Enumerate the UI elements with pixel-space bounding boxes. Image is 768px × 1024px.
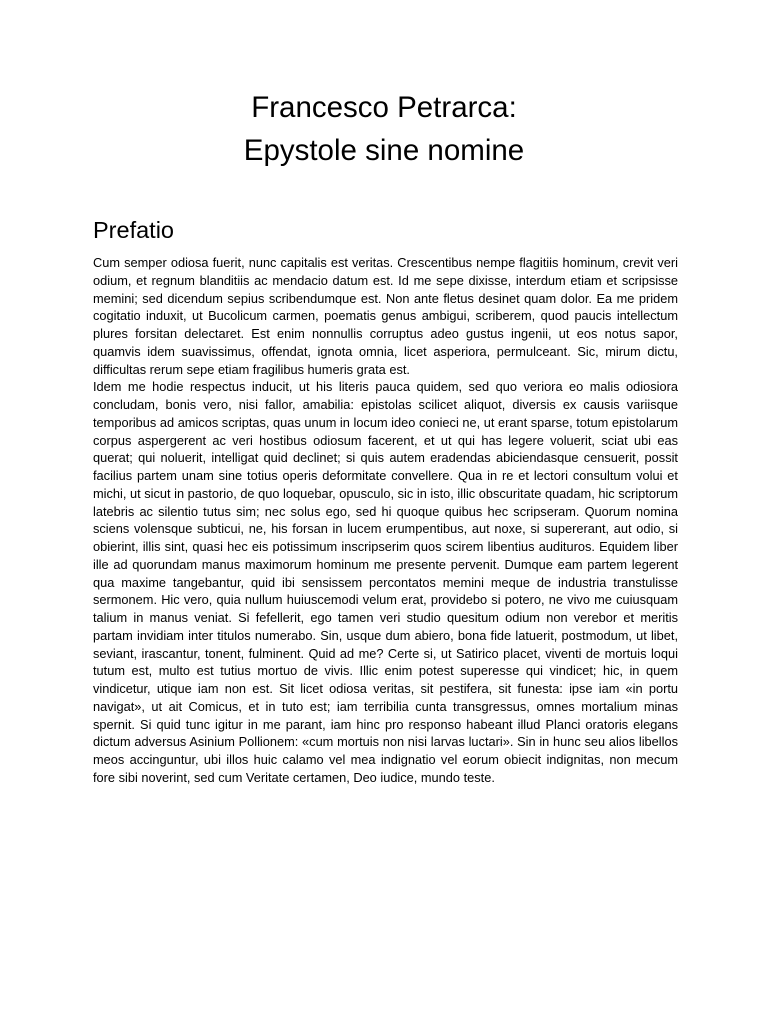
paragraph-2: Idem me hodie respectus inducit, ut his literis pauca quidem, sed quo veriora eo malis odiosiora concludam, bonis vero, nisi fallor, amabilia: epistolas scilicet aliquot, diversis ex causis variisque temporibus ad amicos scriptas, quas unum in locum ideo conieci ne, ut erant sparse, totum epistolarum corpus aspergerent ac veri hostibus odiosum facerent, et ut qui has legere voluerit, sciat ubi eas querat; qui noluerit, intelligat quid declinet; si quis autem eradendas abiciendasque censuerit, possit facilius partem unam sine totius operis deformitate convellere. Qua in re et lectori consultum volui et michi, ut sicut in pastorio, de quo loquebar, opusculo, sic in isto, illic obscuritate quadam, hic scriptorum latebris ac silentio tutus sim; nec solus ego, sed hi quoque quibus hec scripseram. Quorum nomina sciens volensque subticui, ne, his forsan in lucem erumpentibus, aut noxe, si supererant, aut odio, si obierint, illis sint, quasi hec eis potissimum inscripserim quos scirem libentius audituros. Equidem liber ille ad quorundam manus maximorum hominum me presente pervenit. Dumque eam partem legerent qua maxime tangebantur, quid ibi sensissem percontatos memini meque de industria transtulisse sermonem. Hic vero, quia nullum huiuscemodi velum erat, providebo si potero, ne vivo me cuiusquam talium in manus veniat. Si fefellerit, ego tamen veri studio quesitum odium non verebor et meritis partam invidiam inter titulos numerabo. Sin, usque dum abiero, bona fide latuerit, postmodum, ut libet, seviant, irascantur, tonent, fulminent. Quid ad me? Certe si, ut Satirico placet, viventi de mortuis loqui tutum est, multo est tutius mortuo de vivis. Illic enim potest superesse qui vindicet; hic, in quem vindicetur, utique iam non est. Sit licet odiosa veritas, sit pestifera, sit funesta: ipse iam «in portu navigat», ut ait Comicus, et in tuto est; iam terribilia cunta transgressus, omnes mortalium minas spernit. Si quid tunc igitur in me parant, iam hinc pro responso habeant illud Planci oratoris elegans dictum adversus Asinium Pollionem: «cum mortuis non nisi larvas luctari». Sin in hunc seu alios libellos meos accinguntur, ubi illos huic calamo vel mea indignatio vel eorum obiecit indignitas, non mecum fore sibi noverint, sed cum Veritate certamen, Deo iudice, mundo teste.: [93, 379, 678, 785]
paragraph-1: Cum semper odiosa fuerit, nunc capitalis est veritas. Crescentibus nempe flagitiis hominum, crevit veri odium, et regnum blanditiis ac mendacio datum est. Id me sepe dixisse, interdum etiam et scripsisse memini; sed dicendum sepius scribendumque est. Non ante fletus desinet quam dolor. Ea me pridem cogitatio induxit, ut Bucolicum carmen, poematis genus ambigui, scriberem, quod paucis intellectum plures forsitan delectaret. Est enim nonnullis corruptus adeo gustus ingenii, ut eos notus sapor, quamvis idem suavissimus, offendat, ignota omnia, licet asperiora, permulceant. Sic, mirum dictu, difficultas rerum sepe etiam fragilibus humeris grata est.: [93, 255, 678, 377]
document-title: [0, 86, 768, 172]
body-text: [93, 254, 678, 787]
title-work: Epystole sine nomine: [243, 134, 525, 167]
section-heading: Prefatio: [93, 217, 174, 243]
title-author: Francesco Petrarca:: [251, 91, 517, 124]
